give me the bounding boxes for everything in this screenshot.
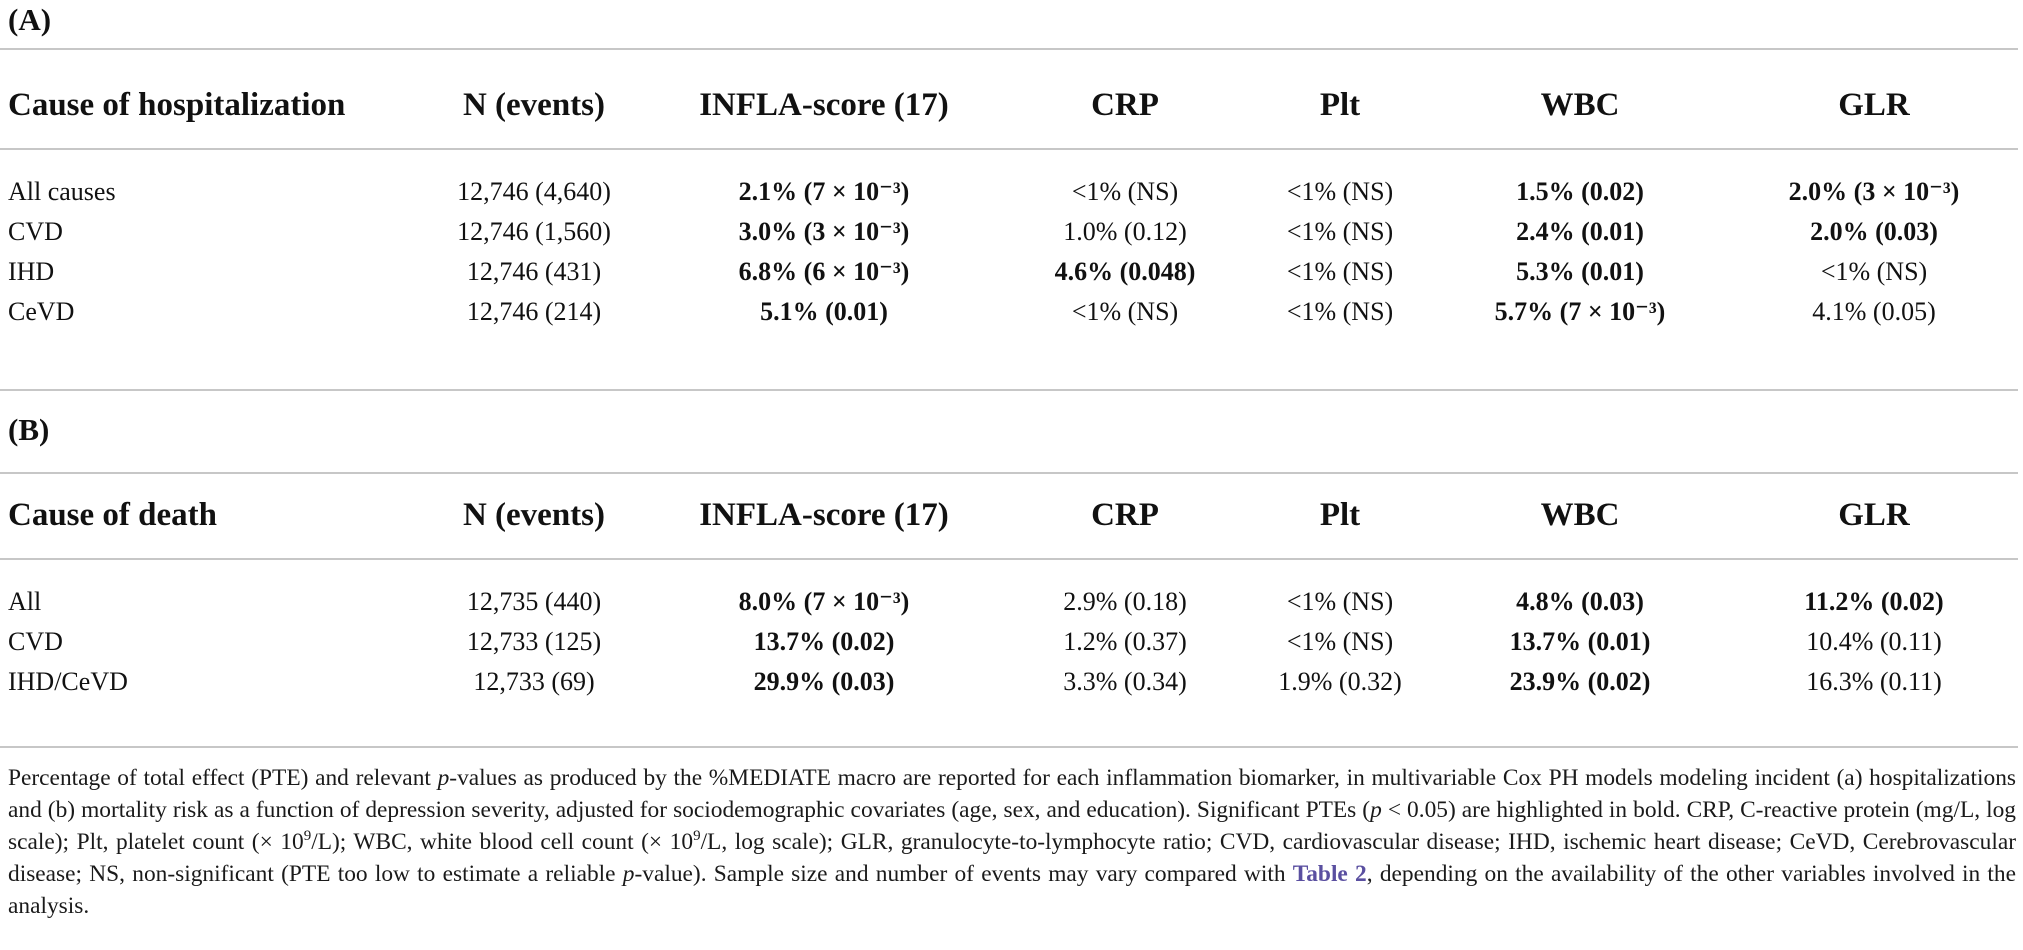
footnote-text: Percentage of total effect (PTE) and relevant (8, 765, 438, 791)
table-cell: 29.9% (0.03) (753, 667, 895, 696)
column-header: INFLA-score (17) (699, 86, 949, 123)
table-cell: <1% (NS) (1286, 297, 1394, 326)
footnote-italic: p (622, 861, 635, 887)
table-cell: 3.0% (3 × 10⁻³) (738, 217, 910, 246)
table-cell: 12,733 (69) (473, 667, 595, 696)
table-cell: 11.2% (0.02) (1804, 587, 1944, 616)
table-cell: <1% (NS) (1286, 257, 1394, 286)
column-header: WBC (1540, 496, 1620, 533)
table-cell: 1.9% (0.32) (1278, 667, 1402, 696)
table-cell: <1% (NS) (1286, 627, 1394, 656)
footnote-text: /L, log scale); GLR, granulocyte-to-lymphocyte ratio; CVD, cardiovascular disease; IHD, ischemic heart disease; CeVD, Cerebrovascular disease; NS, non-significant (PTE too low to estimate a reliable (8, 829, 2017, 887)
table-footnote (8, 762, 2016, 922)
table-row (0, 252, 2018, 292)
table-2-link[interactable]: Table 2 (1292, 861, 1367, 887)
table-cell: 12,746 (431) (466, 257, 602, 286)
table-cell: 2.1% (7 × 10⁻³) (738, 177, 910, 206)
section-a-label: (A) (8, 2, 52, 37)
divider (0, 746, 2018, 748)
footnote-text: < 0.05) are highlighted in bold. CRP, C-reactive protein (mg/L, log scale); Plt, platelet count (× 10 (8, 797, 2016, 855)
divider (0, 558, 2018, 560)
table-cell: 5.7% (7 × 10⁻³) (1494, 297, 1666, 326)
table-row (0, 212, 2018, 252)
table-cell: 12,746 (214) (466, 297, 602, 326)
table-b-header-row (0, 490, 2018, 540)
table-row (0, 622, 2018, 662)
table-row (0, 292, 2018, 332)
column-header: Cause of death (8, 496, 218, 533)
table-cell: 4.1% (0.05) (1812, 297, 1936, 326)
table-cell: 12,733 (125) (466, 627, 602, 656)
footnote-text: -values as produced by the %MEDIATE macro are reported for each inflammation biomarker, in multivariable Cox PH models modeling incident (a) hospitalizations and (b) mortality risk as a function of depression severity, adjusted for sociodemographic covariates (age, sex, and education). Significant PTEs ( (8, 765, 2016, 823)
table-cell: 2.9% (0.18) (1063, 587, 1187, 616)
table-cell: 12,746 (1,560) (457, 217, 611, 246)
column-header: Cause of hospitalization (8, 86, 346, 123)
table-cell: <1% (NS) (1820, 257, 1928, 286)
table-cell: 4.6% (0.048) (1054, 257, 1196, 286)
column-header: CRP (1091, 86, 1159, 123)
row-label-cell: CeVD (8, 297, 75, 326)
divider (0, 389, 2018, 391)
divider (0, 48, 2018, 50)
table-cell: 3.3% (0.34) (1063, 667, 1187, 696)
row-label-cell: CVD (8, 627, 63, 656)
column-header: N (events) (462, 86, 606, 123)
table-cell: 4.8% (0.03) (1516, 587, 1644, 616)
divider (0, 472, 2018, 474)
column-header: CRP (1091, 496, 1159, 533)
row-label-cell: CVD (8, 217, 63, 246)
table-cell: 2.0% (3 × 10⁻³) (1788, 177, 1960, 206)
table-cell: 2.0% (0.03) (1810, 217, 1938, 246)
table-cell: 5.3% (0.01) (1516, 257, 1644, 286)
row-label-cell: IHD/CeVD (8, 667, 128, 696)
table-cell: 13.7% (0.01) (1509, 627, 1651, 656)
table-cell: 23.9% (0.02) (1509, 667, 1651, 696)
footnote-superscript: 9 (303, 828, 312, 845)
table-cell: <1% (NS) (1286, 587, 1394, 616)
table-row (0, 662, 2018, 702)
table-cell: 1.5% (0.02) (1516, 177, 1644, 206)
row-label-cell: All causes (8, 177, 116, 206)
table-cell: 13.7% (0.02) (753, 627, 895, 656)
table-cell: 6.8% (6 × 10⁻³) (738, 257, 910, 286)
row-label-cell: All (8, 587, 42, 616)
column-header: Plt (1319, 86, 1361, 123)
footnote-superscript: 9 (693, 828, 701, 845)
footnote-italic: p (1370, 797, 1382, 823)
footnote-italic: p (437, 765, 450, 791)
table-cell: 5.1% (0.01) (760, 297, 888, 326)
table-cell: <1% (NS) (1286, 217, 1394, 246)
row-label-cell: IHD (8, 257, 55, 286)
table-cell: 10.4% (0.11) (1806, 627, 1942, 656)
table-cell: 16.3% (0.11) (1806, 667, 1942, 696)
footnote-text: /L); WBC, white blood cell count (× 10 (311, 829, 694, 855)
table-row (0, 582, 2018, 622)
table-a-header-row (0, 80, 2018, 130)
column-header: GLR (1838, 86, 1910, 123)
column-header: WBC (1540, 86, 1620, 123)
table-cell: 1.0% (0.12) (1063, 217, 1187, 246)
table-cell: <1% (NS) (1071, 177, 1179, 206)
footnote-text: , depending on the availability of the other variables involved in the analysis. (8, 861, 2017, 919)
table-cell: 8.0% (7 × 10⁻³) (738, 587, 910, 616)
section-b-label: (B) (8, 412, 50, 447)
table-cell: 1.2% (0.37) (1063, 627, 1187, 656)
table-cell: <1% (NS) (1071, 297, 1179, 326)
table-row (0, 172, 2018, 212)
column-header: Plt (1319, 496, 1361, 533)
table-cell: 2.4% (0.01) (1516, 217, 1644, 246)
column-header: GLR (1838, 496, 1910, 533)
divider (0, 148, 2018, 150)
footnote-text: -value). Sample size and number of events may vary compared with (634, 861, 1293, 887)
column-header: N (events) (462, 496, 606, 533)
table-cell: 12,735 (440) (466, 587, 602, 616)
table-cell: <1% (NS) (1286, 177, 1394, 206)
table-cell: 12,746 (4,640) (457, 177, 611, 206)
column-header: INFLA-score (17) (699, 496, 949, 533)
